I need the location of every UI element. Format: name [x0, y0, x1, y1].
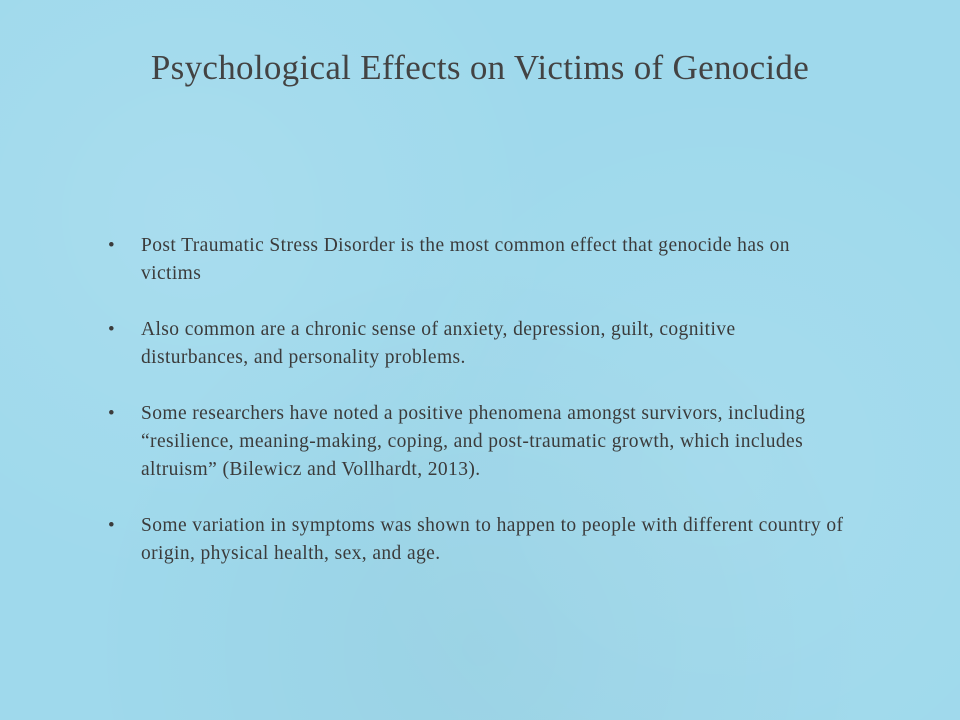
bullet-item: [108, 400, 848, 484]
bullet-list: [108, 232, 848, 596]
bullet-dot-icon: •: [108, 235, 116, 256]
bullet-item: [108, 316, 848, 372]
bullet-text: Some variation in symptoms was shown to happen to people with different country of origin, physical health, sex, and age.: [141, 515, 844, 564]
bullet-text: Some researchers have noted a positive phenomena amongst survivors, including “resilience, meaning-making, coping, and post-traumatic growth, which includes altruism” (Bilewicz and Vollhardt, 2013).: [141, 403, 806, 480]
bullet-dot-icon: •: [108, 515, 116, 536]
slide-title: Psychological Effects on Victims of Genocide: [150, 48, 810, 87]
bullet-text: Also common are a chronic sense of anxiety, depression, guilt, cognitive disturbances, and personality problems.: [141, 319, 736, 368]
bullet-item: [108, 232, 848, 288]
bullet-dot-icon: •: [108, 403, 116, 424]
bullet-text: Post Traumatic Stress Disorder is the most common effect that genocide has on victims: [141, 235, 790, 284]
bullet-dot-icon: •: [108, 319, 116, 340]
bullet-item: [108, 512, 848, 568]
